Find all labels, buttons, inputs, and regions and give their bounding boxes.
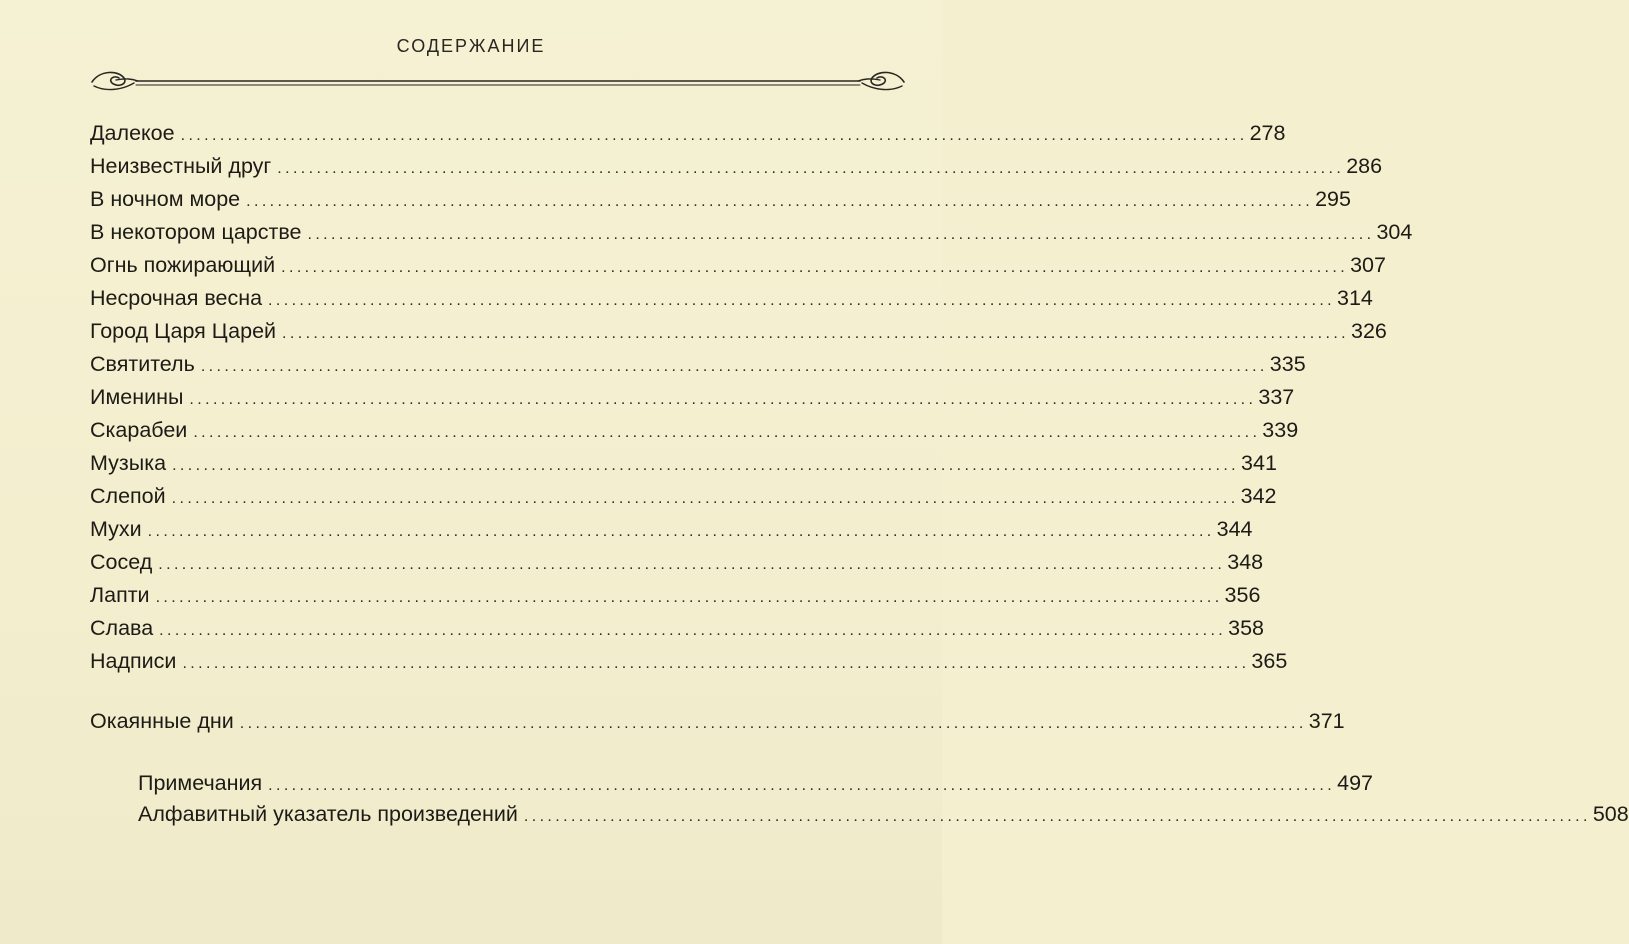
ornament-divider <box>88 66 908 96</box>
toc-entry-title: Окаянные дни <box>90 709 234 733</box>
toc-leader-dots: ........................................................................................................................................ <box>193 424 1261 441</box>
toc-leader-dots: ........................................................................................................................................ <box>158 556 1226 573</box>
toc-entry[interactable] <box>90 382 1295 412</box>
toc-entry[interactable] <box>90 481 1277 511</box>
toc-entry-title: Мухи <box>90 517 142 541</box>
toc-entry-title: Алфавитный указатель произведений <box>138 802 518 826</box>
toc-entry-title: В некотором царстве <box>90 220 302 244</box>
toc-entry-title: Надписи <box>90 649 177 673</box>
toc-entry-page: 344 <box>1216 517 1253 541</box>
toc-entry-page: 348 <box>1227 550 1264 574</box>
toc-entry-page: 314 <box>1337 286 1373 310</box>
toc-entry-page: 497 <box>1337 771 1373 795</box>
toc-entry-page: 365 <box>1251 649 1288 673</box>
toc-entry-title: Город Царя Царей <box>90 319 277 343</box>
toc-leader-dots: ........................................................................................................................................ <box>155 589 1223 606</box>
toc-entry-page: 358 <box>1228 616 1265 640</box>
toc-entry-page: 286 <box>1346 154 1383 178</box>
toc-entry-title: Сосед <box>90 550 153 574</box>
toc-leader-dots: ........................................................................................................................................ <box>307 226 1375 243</box>
toc-entry-page: 337 <box>1258 385 1295 409</box>
toc-entry[interactable] <box>90 151 1383 181</box>
toc-entry-page: 295 <box>1315 187 1351 211</box>
toc-leader-dots: ........................................................................................................................................ <box>159 622 1227 639</box>
toc-leader-dots: ........................................................................................................................................ <box>182 655 1250 672</box>
toc-leader-dots: ........................................................................................................................................ <box>281 259 1349 276</box>
toc-leader-dots: ........................................................................................................................................ <box>268 777 1336 794</box>
toc-entry[interactable] <box>90 349 1306 379</box>
toc-leader-dots: ........................................................................................................................................ <box>268 292 1336 309</box>
toc-entry-page: 304 <box>1376 220 1413 244</box>
toc-entry-page: 356 <box>1224 583 1261 607</box>
toc-entry-page: 339 <box>1262 418 1299 442</box>
toc-entry-page: 326 <box>1351 319 1387 343</box>
toc-leader-dots: ........................................................................................................................................ <box>282 325 1350 342</box>
toc-entry-title: Несрочная весна <box>90 286 263 310</box>
toc-entry-title: Неизвестный друг <box>90 154 272 178</box>
toc-entry[interactable] <box>90 283 1373 313</box>
toc-entry-title: Скарабеи <box>90 418 188 442</box>
toc-leader-dots: ........................................................................................................................................ <box>523 808 1591 825</box>
toc-entry[interactable] <box>90 217 1413 247</box>
toc-entry-title: Слава <box>90 616 154 640</box>
toc-entry-page: 508 <box>1592 802 1629 826</box>
toc-leader-dots: ........................................................................................................................................ <box>180 127 1248 144</box>
toc-leader-dots: ........................................................................................................................................ <box>172 457 1240 474</box>
toc-leader-dots: ........................................................................................................................................ <box>246 193 1314 210</box>
toc-entry-title: Лапти <box>90 583 150 607</box>
toc-entry[interactable] <box>90 646 1288 676</box>
toc-entry-page: 335 <box>1269 352 1306 376</box>
toc-entry-page: 307 <box>1350 253 1386 277</box>
toc-entry-page: 341 <box>1241 451 1277 475</box>
toc-entry-page: 342 <box>1240 484 1277 508</box>
toc-entry[interactable] <box>90 514 1253 544</box>
toc-entry-title: Святитель <box>90 352 195 376</box>
toc-entry-main[interactable] <box>90 706 1345 736</box>
toc-entry[interactable] <box>90 184 1351 214</box>
toc-entry-page: 371 <box>1308 709 1345 733</box>
toc-leader-dots: ........................................................................................................................................ <box>200 358 1268 375</box>
toc-leader-dots: ........................................................................................................................................ <box>189 391 1257 408</box>
toc-entry-title: Именины <box>90 385 184 409</box>
toc-entry-title: Музыка <box>90 451 167 475</box>
page-header-title: СОДЕРЖАНИЕ <box>396 36 546 56</box>
toc-entry[interactable] <box>90 118 1286 148</box>
toc-entry[interactable] <box>90 580 1261 610</box>
toc-entry-page: 278 <box>1249 121 1286 145</box>
toc-entry-title: Огнь пожирающий <box>90 253 276 277</box>
toc-entry-title: Примечания <box>138 771 263 795</box>
toc-entry-title: Слепой <box>90 484 166 508</box>
toc-leader-dots: ........................................................................................................................................ <box>171 490 1239 507</box>
toc-entry[interactable] <box>90 448 1277 478</box>
toc-entry-title: Далекое <box>90 121 175 145</box>
toc-entry[interactable] <box>90 547 1264 577</box>
toc-entry-appendix[interactable] <box>138 768 1373 798</box>
toc-entry-title: В ночном море <box>90 187 241 211</box>
toc-entry[interactable] <box>90 316 1387 346</box>
toc-entry[interactable] <box>90 415 1299 445</box>
toc-leader-dots: ........................................................................................................................................ <box>147 523 1215 540</box>
toc-leader-dots: ........................................................................................................................................ <box>277 160 1345 177</box>
toc-leader-dots: ........................................................................................................................................ <box>239 715 1307 732</box>
toc-entry-appendix[interactable] <box>138 799 1629 829</box>
toc-entry[interactable] <box>90 250 1386 280</box>
toc-entry[interactable] <box>90 613 1265 643</box>
